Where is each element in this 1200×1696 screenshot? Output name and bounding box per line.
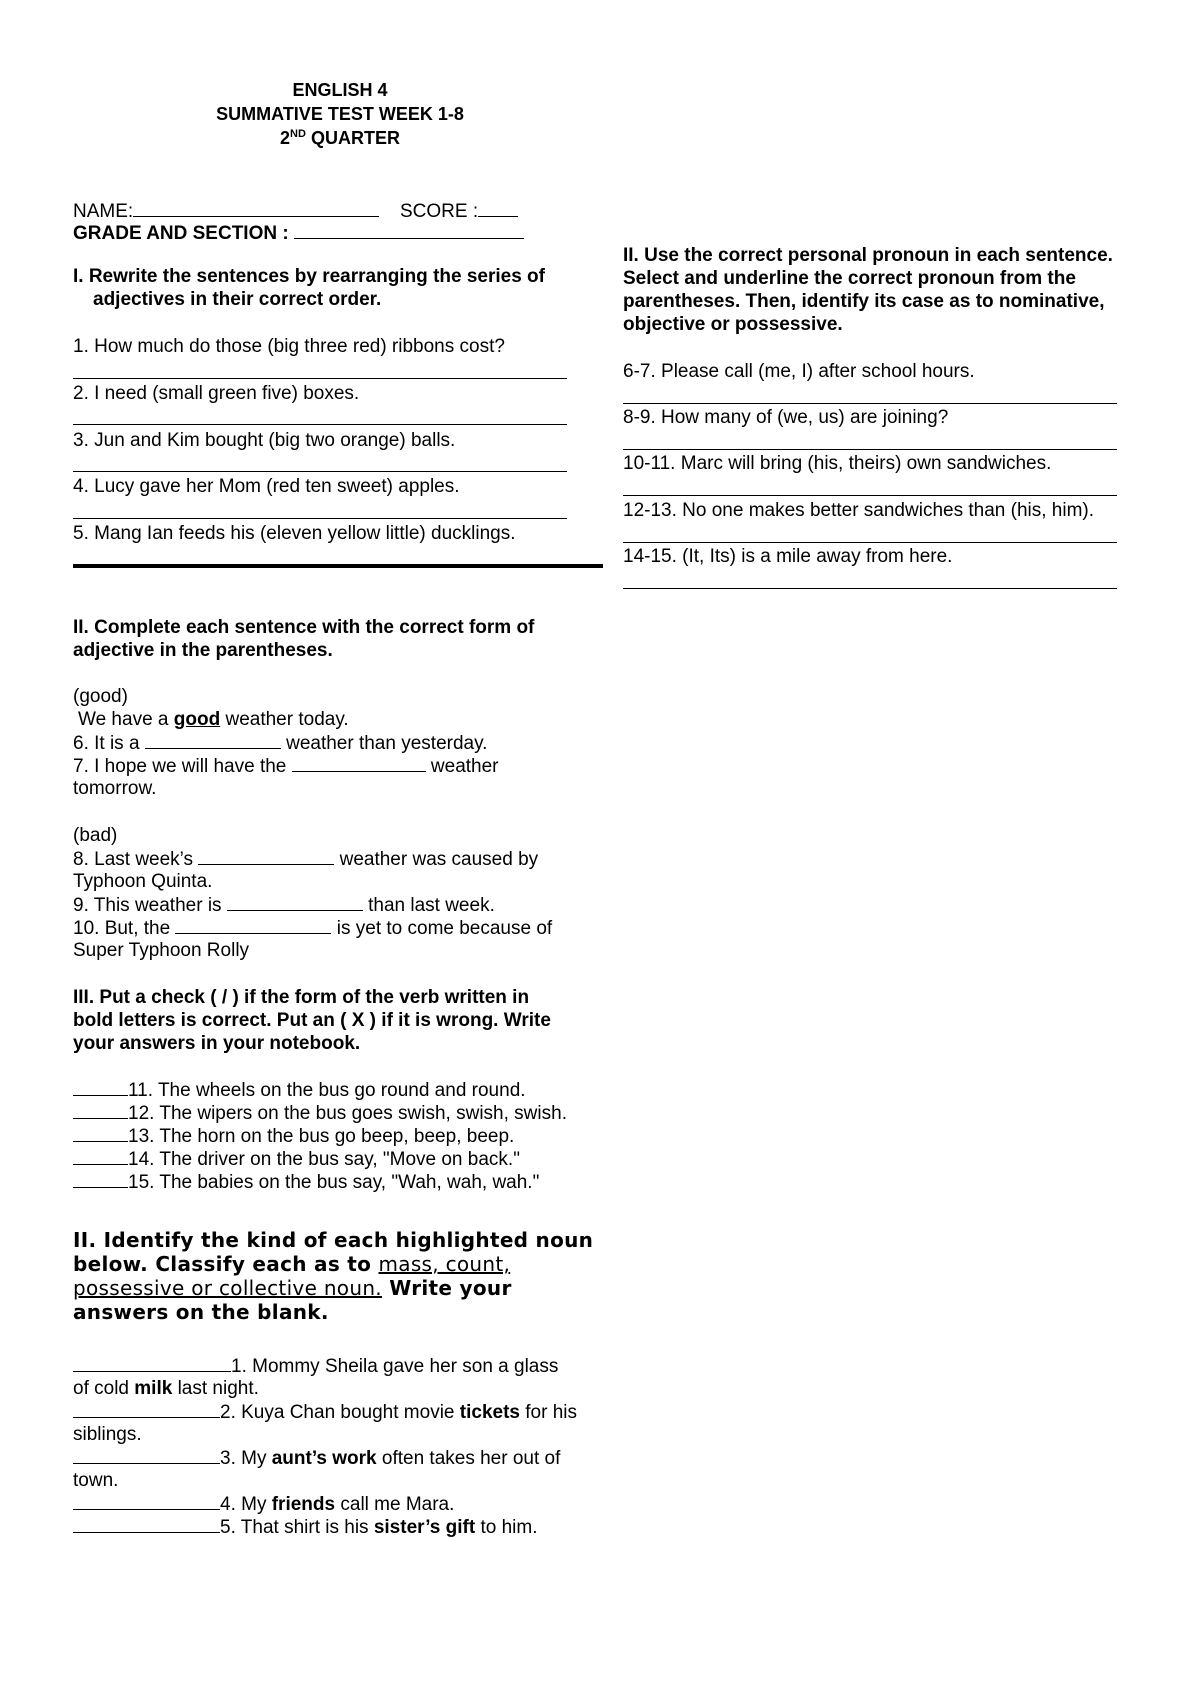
q7-prefix: 7. I hope we will have the <box>73 756 292 777</box>
sec2-q8-cont: Typhoon Quinta. <box>73 871 213 892</box>
score-blank[interactable] <box>478 200 518 217</box>
sec4-q2-post: for his <box>519 1402 577 1423</box>
sec2-group-bad: (bad) <box>73 825 118 846</box>
name-label: NAME: <box>73 201 134 222</box>
sec2-q7 <box>73 755 499 778</box>
sec4-q1-post: last night. <box>172 1378 259 1399</box>
item-14-blank[interactable] <box>73 1148 128 1165</box>
sec4-title-line2 <box>73 1252 510 1276</box>
name-blank[interactable] <box>133 200 379 217</box>
doc-test-title: SUMMATIVE TEST WEEK 1-8 <box>216 104 464 124</box>
sec1-item-5: 5. Mang Ian feeds his (eleven yellow little) ducklings. <box>73 523 516 544</box>
sec5-answer-line-2[interactable] <box>623 449 1117 450</box>
sec4-q5-blank[interactable] <box>73 1516 220 1533</box>
sec5-title-line4: objective or possessive. <box>623 314 843 335</box>
q9-blank[interactable] <box>227 894 363 911</box>
sec1-answer-line-1[interactable] <box>73 378 567 379</box>
sec4-q3-post: often takes her out of <box>376 1448 561 1469</box>
sec4-q3-cont: town. <box>73 1470 119 1491</box>
item-11-text: 11. The wheels on the bus go round and round. <box>128 1080 526 1101</box>
score-label: SCORE : <box>400 201 479 222</box>
sec5-item-3: 10-11. Marc will bring (his, theirs) own sandwiches. <box>623 453 1052 474</box>
item-14-text: 14. The driver on the bus say, "Move on back." <box>128 1149 520 1170</box>
sec4-q4-post: call me Mara. <box>335 1494 455 1515</box>
sec5-answer-line-4[interactable] <box>623 542 1117 543</box>
sec4-q3-pre: 3. My <box>220 1448 272 1469</box>
sec3-title-line3: your answers in your notebook. <box>73 1033 361 1054</box>
sec4-q1-blank[interactable] <box>73 1355 231 1372</box>
quarter-word: QUARTER <box>310 128 400 148</box>
sec1-answer-line-4[interactable] <box>73 518 567 519</box>
sec2-q8 <box>73 848 538 871</box>
grade-label: GRADE AND SECTION : <box>73 223 289 244</box>
q9-prefix: 9. This weather is <box>73 895 227 916</box>
sec4-q3-blank[interactable] <box>73 1447 220 1464</box>
sec4-title-line4: answers on the blank. <box>73 1300 329 1324</box>
sec3-title-line1: III. Put a check ( / ) if the form of the verb written in <box>73 987 530 1008</box>
q8-suffix: weather was caused by <box>334 849 539 870</box>
sec5-item-1: 6-7. Please call (me, I) after school hours. <box>623 361 975 382</box>
sec4-title-3b: Write your <box>381 1276 512 1300</box>
sec5-item-4: 12-13. No one makes better sandwiches than (his, him). <box>623 500 1095 521</box>
sec3-item-13 <box>73 1125 514 1148</box>
item-15-text: 15. The babies on the bus say, "Wah, wah, wah." <box>128 1172 540 1193</box>
sec1-title-line2: adjectives in their correct order. <box>93 289 382 310</box>
grade-row <box>73 222 524 245</box>
sec3-item-15 <box>73 1171 539 1194</box>
sec4-q5 <box>73 1516 538 1539</box>
sec4-title-2a: below. Classify each as to <box>73 1252 379 1276</box>
sec5-title-line2: Select and underline the correct pronoun from the <box>623 268 1076 289</box>
sec3-item-11 <box>73 1079 526 1102</box>
name-row <box>73 200 379 223</box>
item-13-blank[interactable] <box>73 1125 128 1142</box>
sec5-title-line1: II. Use the correct personal pronoun in each sentence. <box>623 245 1113 266</box>
sec4-q5-pre: 5. That shirt is his <box>220 1517 374 1538</box>
sec2-q10-cont: Super Typhoon Rolly <box>73 940 250 961</box>
sec2-q6 <box>73 732 487 755</box>
sec5-answer-line-1[interactable] <box>623 403 1117 404</box>
sec4-q2-noun: tickets <box>459 1402 520 1423</box>
q7-suffix: weather <box>425 756 499 777</box>
score-row <box>400 200 518 223</box>
sec1-answer-line-2[interactable] <box>73 424 567 425</box>
q8-prefix: 8. Last week’s <box>73 849 199 870</box>
sec4-q1-text: 1. Mommy Sheila gave her son a glass <box>231 1356 559 1377</box>
sec2-example <box>78 709 349 731</box>
sec4-q4-blank[interactable] <box>73 1493 220 1510</box>
sec1-divider <box>73 564 603 568</box>
example-suffix: weather today. <box>220 709 349 730</box>
item-11-blank[interactable] <box>73 1079 128 1096</box>
doc-subject: ENGLISH 4 <box>292 80 388 100</box>
sec4-q2 <box>73 1401 577 1424</box>
q6-suffix: weather than yesterday. <box>280 733 488 754</box>
sec2-q10 <box>73 917 552 940</box>
sec1-item-4: 4. Lucy gave her Mom (red ten sweet) apples. <box>73 476 460 497</box>
item-15-blank[interactable] <box>73 1171 128 1188</box>
q10-suffix: is yet to come because of <box>331 918 553 939</box>
grade-blank[interactable] <box>294 222 524 239</box>
sec4-q4 <box>73 1493 454 1516</box>
q6-prefix: 6. It is a <box>73 733 145 754</box>
sec4-q2-blank[interactable] <box>73 1401 220 1418</box>
sec4-q4-pre: 4. My <box>220 1494 272 1515</box>
sec4-q5-noun: sister’s gift <box>373 1517 476 1538</box>
sec4-q1-noun: milk <box>134 1378 173 1399</box>
sec3-item-14 <box>73 1148 520 1171</box>
sec1-title-line1: I. Rewrite the sentences by rearranging the series of <box>73 266 545 287</box>
q7-blank[interactable] <box>292 755 426 772</box>
sec4-q3-noun: aunt’s work <box>271 1448 377 1469</box>
example-word: good <box>173 709 221 730</box>
sec4-q2-pre: 2. Kuya Chan bought movie <box>220 1402 460 1423</box>
item-13-text: 13. The horn on the bus go beep, beep, beep. <box>128 1126 515 1147</box>
sec4-title-3a: possessive or collective noun. <box>73 1276 382 1300</box>
sec2-q7-cont: tomorrow. <box>73 778 157 799</box>
item-12-blank[interactable] <box>73 1102 128 1119</box>
sec1-item-3: 3. Jun and Kim bought (big two orange) balls. <box>73 430 456 451</box>
sec3-title-line2: bold letters is correct. Put an ( X ) if it is wrong. Write <box>73 1010 551 1031</box>
sec4-title-line1: II. Identify the kind of each highlighted noun <box>73 1228 594 1252</box>
sec4-q1 <box>73 1355 558 1378</box>
sec4-title-2b: mass, count, <box>378 1252 511 1276</box>
sec2-title-line1: II. Complete each sentence with the correct form of <box>73 617 535 638</box>
sec5-answer-line-5[interactable] <box>623 588 1117 589</box>
sec5-item-2: 8-9. How many of (we, us) are joining? <box>623 407 949 428</box>
sec1-answer-line-3[interactable] <box>73 471 567 472</box>
sec2-q9 <box>73 894 495 917</box>
q10-blank[interactable] <box>175 917 331 934</box>
sec4-q3 <box>73 1447 560 1470</box>
q9-suffix: than last week. <box>362 895 495 916</box>
example-prefix: We have a <box>78 709 174 730</box>
sec4-title-line3 <box>73 1276 512 1300</box>
q8-blank[interactable] <box>198 848 334 865</box>
sec5-title-line3: parentheses. Then, identify its case as to nominative, <box>623 291 1105 312</box>
sec4-q5-post: to him. <box>475 1517 538 1538</box>
sec1-item-2: 2. I need (small green five) boxes. <box>73 383 360 404</box>
sec3-item-12 <box>73 1102 567 1125</box>
sec2-group-good: (good) <box>73 686 128 707</box>
doc-quarter <box>0 128 680 149</box>
sec1-item-1: 1. How much do those (big three red) ribbons cost? <box>73 336 505 357</box>
sec4-q1-cont <box>73 1378 259 1400</box>
q6-blank[interactable] <box>145 732 281 749</box>
sec4-q4-noun: friends <box>271 1494 336 1515</box>
sec4-q2-cont: siblings. <box>73 1424 142 1445</box>
sec5-item-5: 14-15. (It, Its) is a mile away from here. <box>623 546 953 567</box>
q10-prefix: 10. But, the <box>73 918 176 939</box>
sec5-answer-line-3[interactable] <box>623 495 1117 496</box>
sec4-q1-pre: of cold <box>73 1378 135 1399</box>
item-12-text: 12. The wipers on the bus goes swish, swish, swish. <box>128 1103 567 1124</box>
quarter-number: 2 <box>280 128 291 148</box>
quarter-suffix: ND <box>290 128 306 140</box>
sec2-title-line2: adjective in the parentheses. <box>73 640 333 661</box>
